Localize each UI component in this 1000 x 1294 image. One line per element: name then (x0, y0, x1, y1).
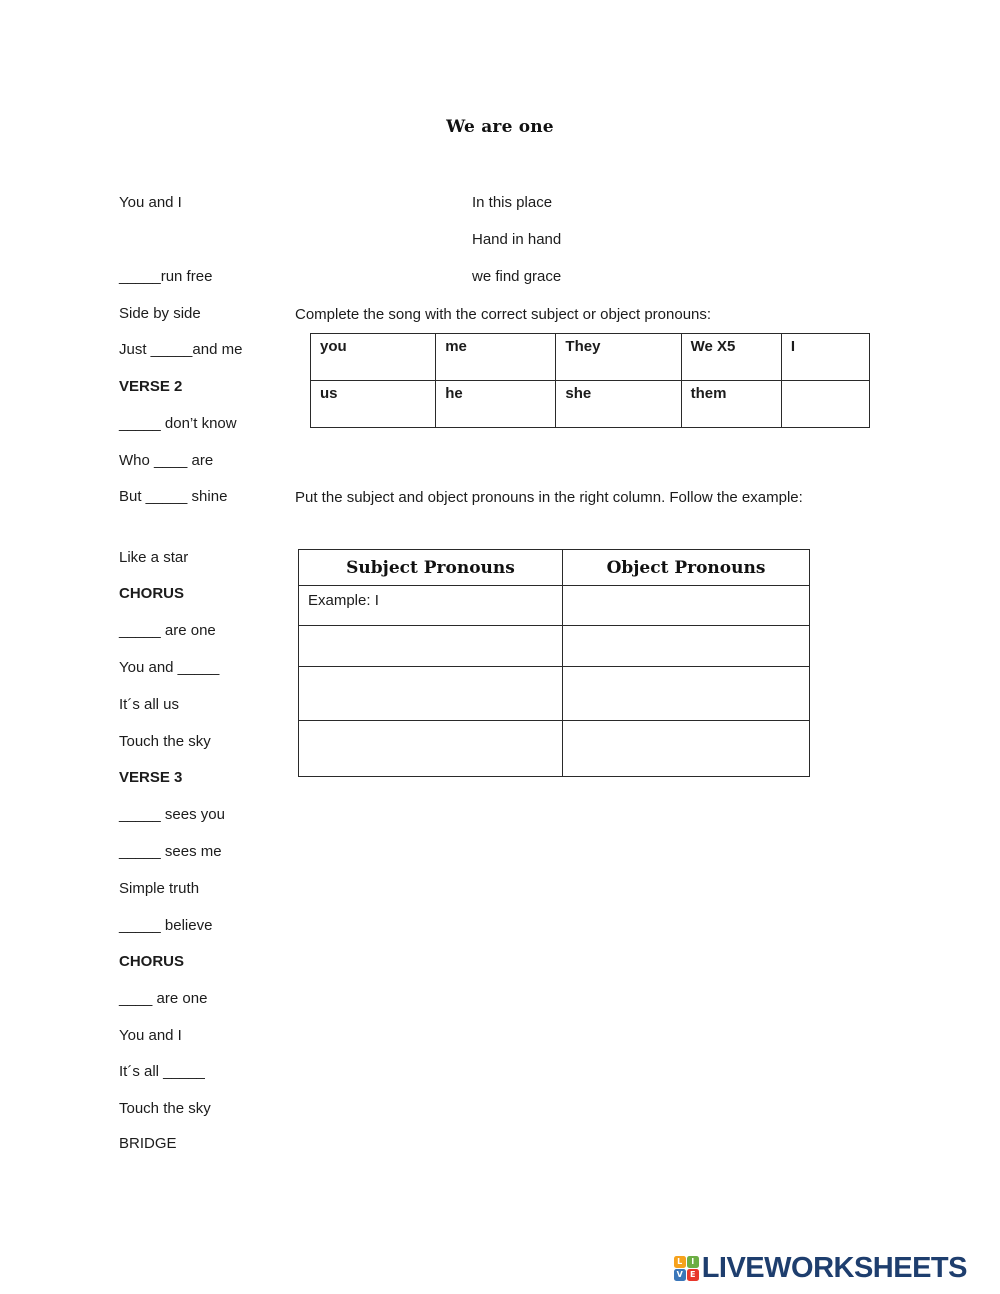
word-bank-row (311, 381, 870, 428)
liveworksheets-brand-text: LIVEWORKSHEETS (701, 1252, 967, 1284)
word-bank-cell: They (556, 334, 681, 381)
lyric-line: But _____ shine (119, 488, 228, 505)
logo-tile-i: I (687, 1256, 699, 1268)
word-bank-cell: she (556, 381, 681, 428)
lyric-line: Side by side (119, 305, 201, 322)
pronoun-sorting-table (298, 549, 810, 777)
lyric-line: It´s all us (119, 696, 180, 713)
lyric-line: we find grace (472, 268, 562, 285)
lyric-line: _____ don’t know (119, 415, 237, 432)
lyric-line: Hand in hand (472, 231, 562, 248)
answer-cell[interactable] (563, 626, 810, 667)
lyric-line: VERSE 3 (119, 769, 183, 786)
pronoun-table-row (299, 667, 810, 721)
lyric-line: _____ sees you (119, 806, 225, 823)
liveworksheets-footer (674, 1252, 967, 1285)
pronoun-table-header-row (299, 550, 810, 586)
logo-tile-v: V (674, 1269, 686, 1281)
word-bank-cell: he (436, 381, 556, 428)
word-bank-cell: us (311, 381, 436, 428)
word-bank-body (311, 334, 870, 428)
worksheet-title: We are one (446, 117, 554, 137)
lyric-line: CHORUS (119, 585, 185, 602)
pronoun-table-head (299, 550, 810, 586)
word-bank-cell: I (781, 334, 869, 381)
word-bank-cell: me (436, 334, 556, 381)
pronoun-table-body (299, 586, 810, 777)
pronoun-example-cell: Example: I (299, 586, 563, 626)
liveworksheets-logo-icon (674, 1256, 699, 1281)
lyric-line: Who ____ are (119, 452, 214, 469)
pronoun-table-header: Object Pronouns (563, 550, 810, 586)
lyric-line: _____ believe (119, 917, 213, 934)
pronoun-table-header: Subject Pronouns (299, 550, 563, 586)
lyric-line: ____ are one (119, 990, 208, 1007)
lyric-line: _____run free (119, 268, 213, 285)
answer-cell[interactable] (563, 667, 810, 721)
logo-tile-l: L (674, 1256, 686, 1268)
pronoun-table-row (299, 721, 810, 777)
answer-cell[interactable] (299, 667, 563, 721)
answer-cell[interactable] (299, 721, 563, 777)
word-bank-cell: you (311, 334, 436, 381)
logo-tile-e: E (687, 1269, 699, 1281)
lyric-line: VERSE 2 (119, 378, 183, 395)
word-bank-cell: them (681, 381, 781, 428)
lyric-line: You and I (119, 194, 182, 211)
lyric-line: In this place (472, 194, 553, 211)
word-bank-table (310, 333, 870, 428)
lyric-line: You and I (119, 1027, 182, 1044)
lyric-line: BRIDGE (119, 1135, 177, 1152)
lyric-line: You and _____ (119, 659, 220, 676)
pronoun-table-row (299, 626, 810, 667)
lyric-line: Simple truth (119, 880, 200, 897)
pronoun-table-row (299, 586, 810, 626)
lyric-line: Touch the sky (119, 733, 211, 750)
answer-cell[interactable] (563, 586, 810, 626)
lyric-line: Just _____and me (119, 341, 243, 358)
lyric-line: _____ are one (119, 622, 216, 639)
answer-cell[interactable] (299, 626, 563, 667)
lyric-line: _____ sees me (119, 843, 222, 860)
lyric-line: Like a star (119, 549, 189, 566)
lyric-line: CHORUS (119, 953, 185, 970)
lyric-line: It´s all _____ (119, 1063, 205, 1080)
exercise2-instruction: Put the subject and object pronouns in the right column. Follow the example: (295, 489, 803, 506)
answer-cell[interactable] (563, 721, 810, 777)
exercise1-instruction: Complete the song with the correct subject or object pronouns: (295, 306, 712, 323)
word-bank-empty-cell (781, 381, 869, 428)
word-bank-row (311, 334, 870, 381)
word-bank-cell: We X5 (681, 334, 781, 381)
lyric-line: Touch the sky (119, 1100, 211, 1117)
